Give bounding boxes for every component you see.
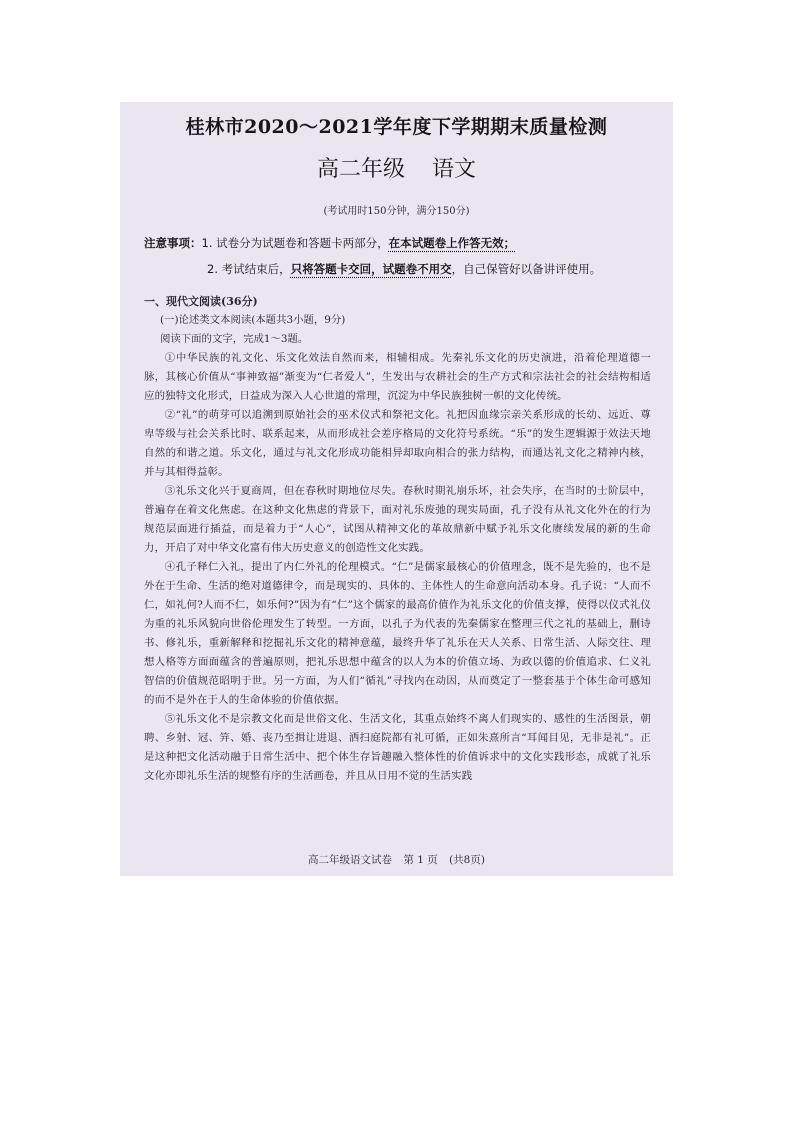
notes-block: [144, 230, 659, 282]
note-item-2: [144, 256, 659, 282]
notes-label: 注意事项：: [144, 236, 202, 250]
paragraph-1: ①中华民族的礼文化、乐文化效法自然而来，相辅相成。先秦礼乐文化的历史演进，沿着伦理道德一脉，其核心价值从“事神致福”渐变为“仁者爱人”，生发出与农耕社会的生产方式和宗法社会的社会结构相适应的独特文化形式，日益成为深入人心世道的常理，沉淀为中华民族独树一帜的文化传统。: [144, 352, 651, 402]
grade-label: 高二年级: [316, 157, 405, 182]
exam-info: (考试用时150分钟，满分150分): [323, 206, 470, 217]
sub-section-heading: (一)论述类文本阅读(本题共3小题，9分): [160, 314, 346, 326]
paragraph-4: ④孔子释仁入礼，提出了内仁外礼的伦理模式。“仁”是儒家最核心的价值理念，既不是先验的，也不是外在于生命、生活的绝对道德律令，而是现实的、具体的、主体性人的生命意向活动本身。孔子说：“人而不仁，如礼何?人而不仁，如乐何?”因为有“仁”这个儒家的最高价值作为礼乐文化的价值支撑，使得以仪式礼仪为重的礼乐风貌向世俗伦理发生了转型。一方面，以孔子为代表的先秦儒家在整理三代之礼的基础上，删诗书、修礼乐，重新解释和挖掘礼乐文化的精神意蕴，最终升华了礼乐在天人关系、日常生活、人际交往、理想人格等方面面蕴含的普遍原则，把礼乐思想中蕴含的以人为本的价值立场、为政以德的价值追求、仁义礼智信的价值规范昭明于世。另一方面，为人们“循礼”寻找内在动因，从而奠定了一整套基于个体生命可感知的而不是外在于人的生命体验的价值依据。: [144, 561, 651, 706]
paragraph-3: ③礼乐文化兴于夏商周，但在春秋时期地位尽失。春秋时期礼崩乐坏，社会失序，在当时的士阶层中，普遍存在着文化焦虑。在这种文化焦虑的背景下，面对礼乐废弛的现实局面，孔子没有从礼文化外在的行为规范层面进行插益，而是着力于“人心”，试图从精神文化的革故鼎新中赋予礼乐文化赓续发展的新的生命力，开启了对中华文化富有伟大历史意义的创造性文化实践。: [144, 485, 651, 554]
note-2-suffix: ，自己保管好以备讲评使用。: [451, 262, 602, 276]
reading-section: [144, 292, 651, 786]
paragraph-2: ②“礼”的萌芽可以追溯到原始社会的巫术仪式和祭祀文化。礼把因血缘宗亲关系形成的长幼、远近、尊卑等级与社会关系比时、联系起来，从而形成社会差序格局的文化符号系统。“乐”的发生逻辑源于效法天地自然的和谐之道。乐文化，通过与礼文化形成功能相异却取向相合的张力结构，而通达礼文化之精神内核，并与其相得益彰。: [144, 409, 651, 478]
footer-paper: 高二年级语文试卷: [308, 854, 393, 866]
exam-title: 桂林市2020～2021学年度下学期期末质量检测: [185, 116, 608, 138]
note-item-1: [144, 230, 659, 256]
note-1-text: 1. 试卷分为试题卷和答题卡两部分，: [201, 236, 389, 250]
footer-total-pages: (共8页): [449, 854, 485, 866]
exam-subtitle: [120, 152, 673, 183]
page-footer: [120, 852, 673, 867]
note-2-emphasis: 只将答题卡交回，试题卷不用交: [290, 262, 452, 276]
footer-page-number: 第 1 页: [403, 854, 438, 866]
note-2-text: 2. 考试结束后，: [207, 262, 291, 276]
paragraph-5: ⑤礼乐文化不是宗教文化而是世俗文化、生活文化，其重点始终不离人们现实的、感性的生活图景，朝聘、乡射、冠、笄、婚、丧乃至揖让进退、洒扫庭院都有礼可循，正如朱熹所言“耳闻目见，无非是礼”。正是这种把文化活动融于日常生活中、把个体生存旨趣融入整体性的价值诉求中的文化实践形态，成就了礼乐文化亦即礼乐生活的规整有序的生活画卷，并且从日用不觉的生活实践: [144, 713, 651, 782]
note-1-emphasis: 在本试题卷上作答无效；: [388, 236, 516, 250]
exam-sheet: [120, 102, 673, 876]
section-heading: 一、现代文阅读(36分): [144, 295, 258, 308]
subject-label: 语文: [432, 157, 477, 182]
reading-instruction: 阅读下面的文字，完成1～3题。: [160, 333, 309, 345]
